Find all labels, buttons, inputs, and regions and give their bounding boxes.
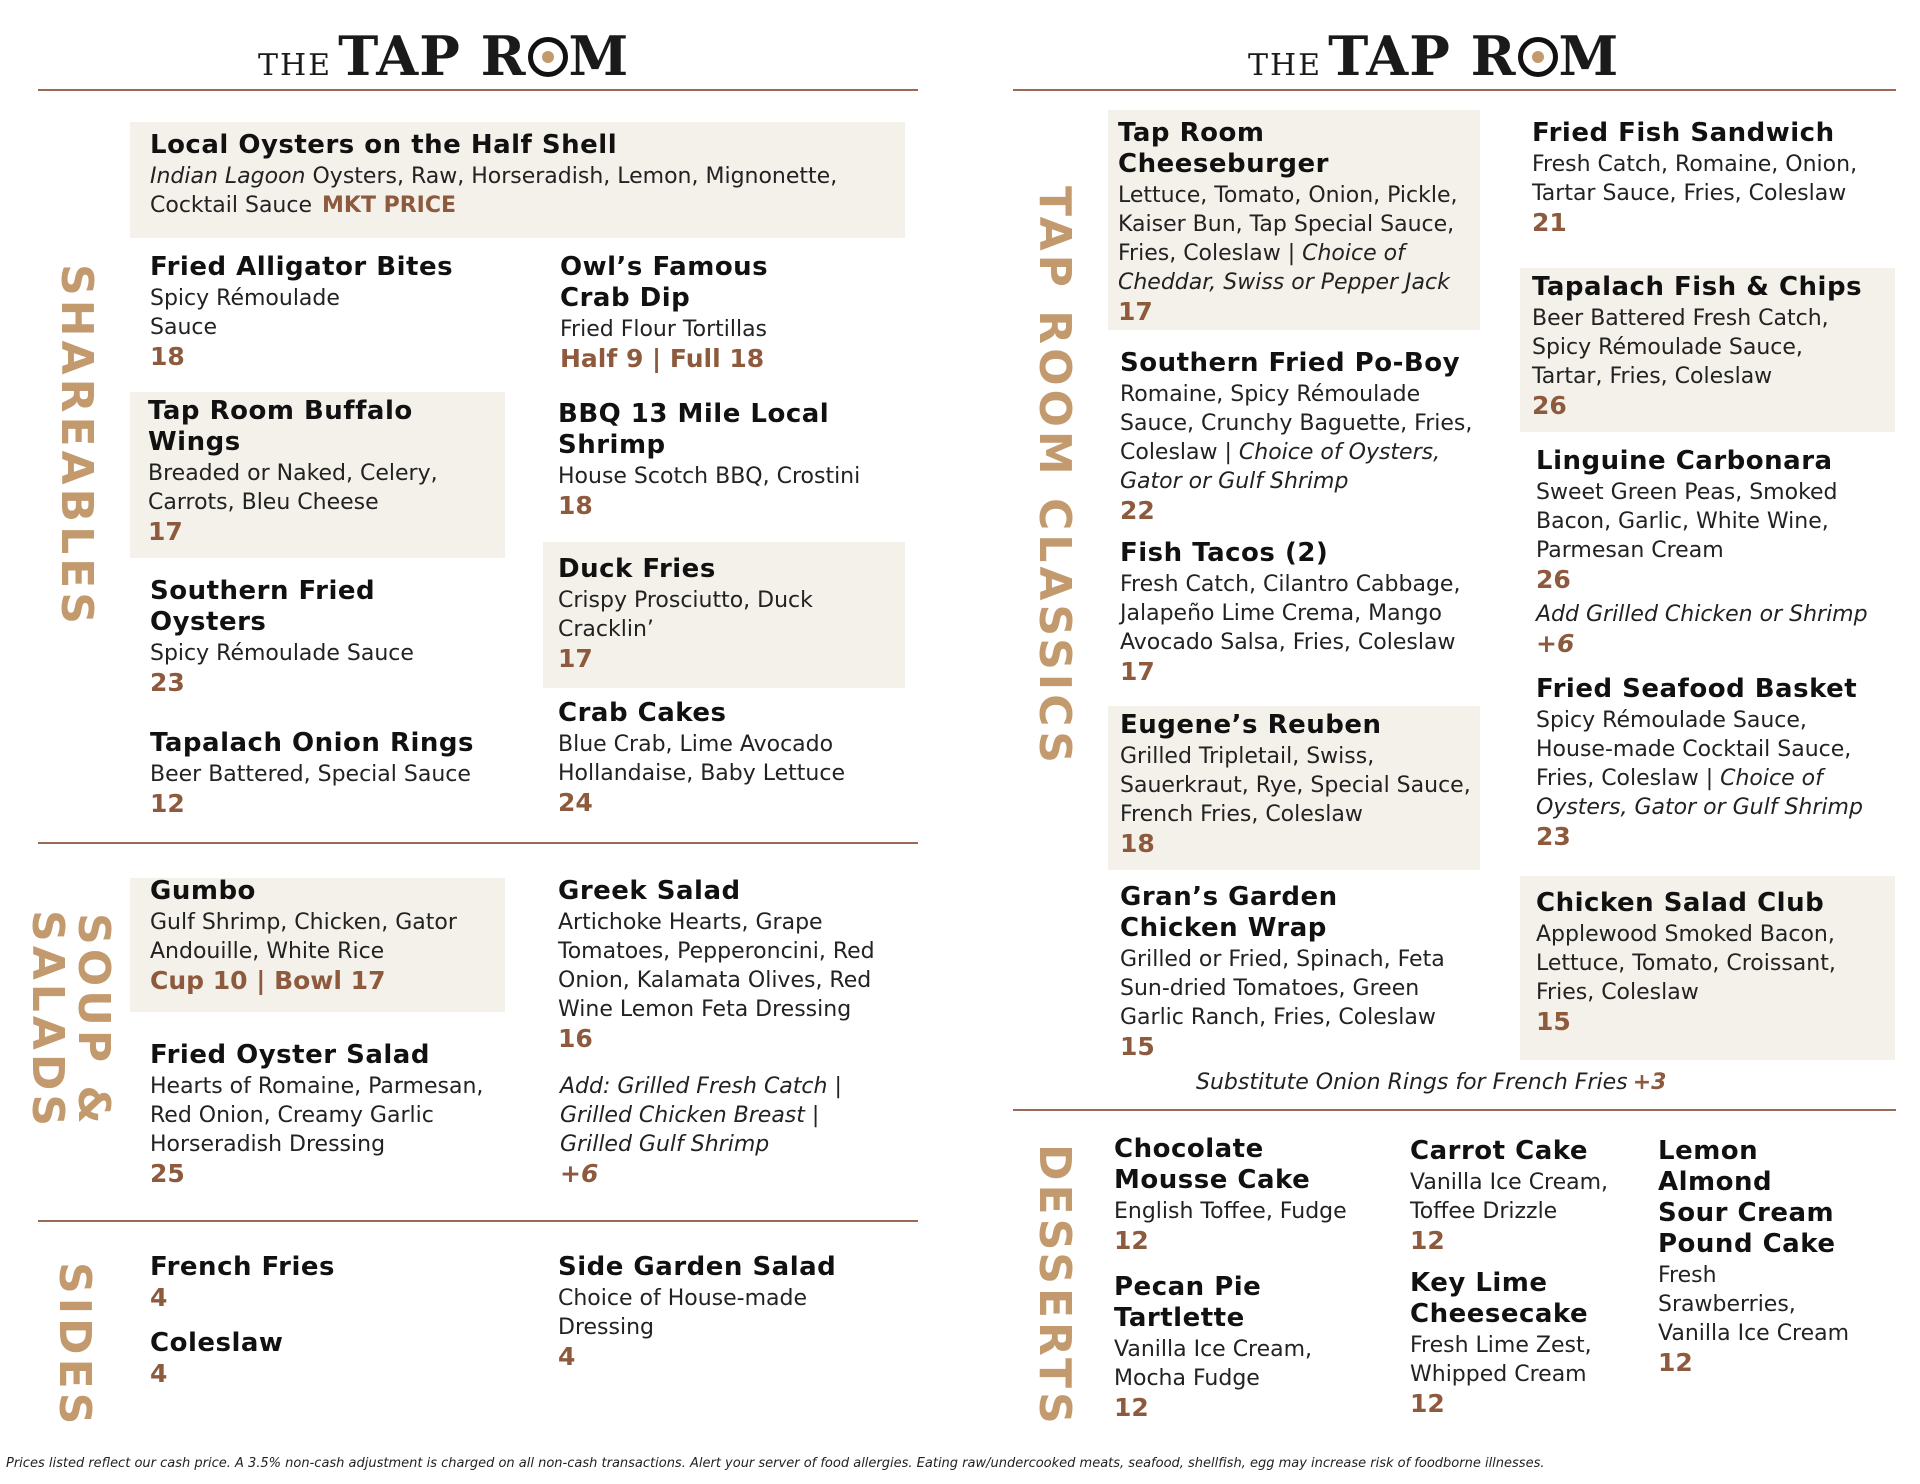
menu-item-wings: Tap Room Buffalo Wings Breaded or Naked, Celery, Carrots, Bleu Cheese 17 xyxy=(148,396,498,546)
price: 16 xyxy=(558,1024,593,1053)
price: 26 xyxy=(1532,391,1567,420)
divider xyxy=(1013,1109,1896,1111)
dessert-carrot-cake: Carrot Cake Vanilla Ice Cream, Toffee Drizzle 12 xyxy=(1410,1136,1660,1255)
price: 17 xyxy=(558,644,593,673)
section-sides: SIDES xyxy=(49,1262,100,1429)
price: 25 xyxy=(150,1159,185,1188)
price: 12 xyxy=(1114,1393,1149,1422)
price: Half 9 | Full 18 xyxy=(560,344,765,373)
dessert-key-lime: Key Lime Cheesecake Fresh Lime Zest, Whipped Cream 12 xyxy=(1410,1268,1660,1418)
divider xyxy=(1013,89,1896,91)
menu-item-gumbo: Gumbo Gulf Shrimp, Chicken, Gator Andouille, White Rice Cup 10 | Bowl 17 xyxy=(150,876,500,995)
dessert-pecan-tartlette: Pecan Pie Tartlette Vanilla Ice Cream, Mocha Fudge 12 xyxy=(1114,1272,1394,1422)
price: 12 xyxy=(1114,1226,1149,1255)
price: 15 xyxy=(1120,1032,1155,1061)
menu-item-carbonara: Linguine Carbonara Sweet Green Peas, Smoked Bacon, Garlic, White Wine, Parmesan Cream 26 Add Grilled Chicken or Shrimp +6 xyxy=(1536,446,1906,658)
footer-disclaimer: Prices listed reflect our cash price. A 3.5% non-cash adjustment is charged on all non-cash transactions. Alert your server of food allergies. Eating raw/undercooked meats, seafood, shellfish, egg may increase risk of foodborne illnesses. xyxy=(6,1456,1545,1471)
price: Cup 10 | Bowl 17 xyxy=(150,966,386,995)
menu-item-seafood-basket: Fried Seafood Basket Spicy Rémoulade Sauce, House-made Cocktail Sauce, Fries, Coleslaw | Choice of Oysters, Gator or Gulf Shrimp 23 xyxy=(1536,674,1906,851)
menu-item-chicken-wrap: Gran’s Garden Chicken Wrap Grilled or Fried, Spinach, Feta Sun-dried Tomatoes, Green Garlic Ranch, Fries, Coleslaw 15 xyxy=(1120,882,1500,1061)
dessert-mousse-cake: Chocolate Mousse Cake English Toffee, Fudge 12 xyxy=(1114,1134,1394,1255)
price: 12 xyxy=(1410,1389,1445,1418)
price: 12 xyxy=(150,789,185,818)
menu-item-coleslaw: Coleslaw 4 xyxy=(150,1328,450,1388)
divider xyxy=(38,89,918,91)
price: +3 xyxy=(1632,1070,1667,1095)
menu-item-cheeseburger: Tap Room Cheeseburger Lettuce, Tomato, Onion, Pickle, Kaiser Bun, Tap Special Sauce, Fries, Coleslaw | Choice of Cheddar, Swiss or Pepper Jack 17 xyxy=(1118,118,1488,326)
menu-item-po-boy: Southern Fried Po-Boy Romaine, Spicy Rémoulade Sauce, Crunchy Baguette, Fries, Coleslaw | Choice of Oysters, Gator or Gulf Shrimp 22 xyxy=(1120,348,1500,525)
menu-item-bbq-shrimp: BBQ 13 Mile Local Shrimp House Scotch BBQ, Crostini 18 xyxy=(558,399,908,520)
price: 18 xyxy=(558,491,593,520)
price: 17 xyxy=(1120,657,1155,686)
menu-item-greek-salad: Greek Salad Artichoke Hearts, Grape Tomatoes, Pepperoncini, Red Onion, Kalamata Olives, Red Wine Lemon Feta Dressing 16 xyxy=(558,876,918,1053)
price: 18 xyxy=(150,342,185,371)
menu-item-fish-tacos: Fish Tacos (2) Fresh Catch, Cilantro Cabbage, Jalapeño Lime Crema, Mango Avocado Salsa, Fries, Coleslaw 17 xyxy=(1120,538,1500,686)
price: 12 xyxy=(1410,1226,1445,1255)
menu-item-alligator: Fried Alligator Bites Spicy Rémoulade Sauce 18 xyxy=(150,252,500,371)
price: 22 xyxy=(1120,496,1155,525)
price: +6 xyxy=(560,1159,599,1188)
divider xyxy=(38,1220,918,1222)
menu-item-duck-fries: Duck Fries Crispy Prosciutto, Duck Cracklin’ 17 xyxy=(558,554,908,673)
logo-left: THE TAP R M xyxy=(258,24,630,88)
section-shareables: SHAREABLES xyxy=(51,264,102,628)
substitute-note: Substitute Onion Rings for French Fries +3 xyxy=(1196,1070,1667,1095)
divider xyxy=(38,842,918,844)
menu-item-fish-sandwich: Fried Fish Sandwich Fresh Catch, Romaine, Onion, Tartar Sauce, Fries, Coleslaw 21 xyxy=(1532,118,1902,237)
price: 4 xyxy=(558,1342,576,1371)
price: 15 xyxy=(1536,1007,1571,1036)
price: 24 xyxy=(558,788,593,817)
price: 26 xyxy=(1536,565,1571,594)
price: 18 xyxy=(1120,829,1155,858)
menu-item-side-salad: Side Garden Salad Choice of House-made Dressing 4 xyxy=(558,1252,908,1371)
owl-eye-icon xyxy=(1518,37,1558,77)
price: 4 xyxy=(150,1359,168,1388)
menu-item-french-fries: French Fries 4 xyxy=(150,1252,450,1312)
dessert-pound-cake: Lemon Almond Sour Cream Pound Cake Fresh Srawberries, Vanilla Ice Cream 12 xyxy=(1658,1136,1898,1377)
price: 17 xyxy=(1118,297,1153,326)
menu-item-crab-dip: Owl’s Famous Crab Dip Fried Flour Tortillas Half 9 | Full 18 xyxy=(560,252,910,373)
menu-item-oyster-salad: Fried Oyster Salad Hearts of Romaine, Parmesan, Red Onion, Creamy Garlic Horseradish Dressing 25 xyxy=(150,1040,520,1188)
price: 23 xyxy=(150,668,185,697)
menu-item-chicken-club: Chicken Salad Club Applewood Smoked Bacon, Lettuce, Tomato, Croissant, Fries, Coleslaw 15 xyxy=(1536,888,1896,1036)
price: 17 xyxy=(148,517,183,546)
price: 12 xyxy=(1658,1348,1693,1377)
menu-item-southern-oysters: Southern Fried Oysters Spicy Rémoulade Sauce 23 xyxy=(150,576,500,697)
price: +6 xyxy=(1536,629,1575,658)
price: 4 xyxy=(150,1283,168,1312)
price: 23 xyxy=(1536,822,1571,851)
section-soup-salads: SOUP & SALADS xyxy=(22,910,119,1131)
menu-item-onion-rings: Tapalach Onion Rings Beer Battered, Special Sauce 12 xyxy=(150,728,510,818)
price: MKT PRICE xyxy=(322,193,457,218)
menu-item-fish-chips: Tapalach Fish & Chips Beer Battered Fresh Catch, Spicy Rémoulade Sauce, Tartar, Fries, Coleslaw 26 xyxy=(1532,272,1902,420)
section-desserts: DESSERTS xyxy=(1029,1144,1080,1428)
logo-right: THE TAP R M xyxy=(1248,24,1620,88)
section-classics: TAP ROOM CLASSICS xyxy=(1029,186,1080,767)
price: 21 xyxy=(1532,208,1567,237)
menu-item-reuben: Eugene’s Reuben Grilled Tripletail, Swiss, Sauerkraut, Rye, Special Sauce, French Fries, Coleslaw 18 xyxy=(1120,710,1490,858)
owl-eye-icon xyxy=(528,37,568,77)
salad-add-ons: Add: Grilled Fresh Catch | Grilled Chicken Breast | Grilled Gulf Shrimp +6 xyxy=(560,1072,910,1188)
menu-item-crab-cakes: Crab Cakes Blue Crab, Lime Avocado Hollandaise, Baby Lettuce 24 xyxy=(558,698,908,817)
menu-item-oysters: Local Oysters on the Half Shell Indian Lagoon Oysters, Raw, Horseradish, Lemon, Mignonette, Cocktail Sauce MKT PRICE xyxy=(150,130,838,218)
